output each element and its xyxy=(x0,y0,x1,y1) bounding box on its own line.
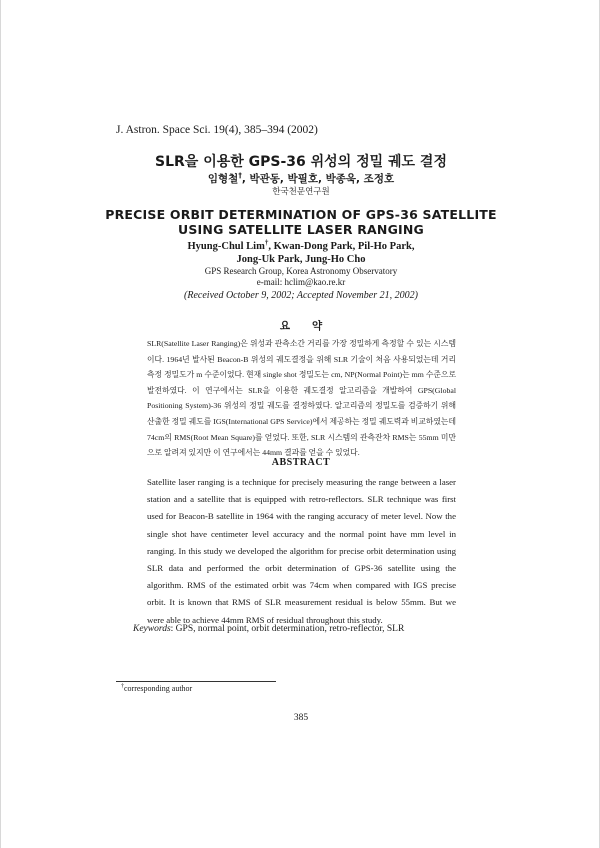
korean-abstract-heading: 요약 xyxy=(279,320,345,332)
received-dates: (Received October 9, 2002; Accepted November 21, 2002) xyxy=(184,290,418,301)
abstract-body: Satellite laser ranging is a technique for precisely measuring the range between a laser station and a satellite that is equipped with retro-reflectors. SLR technique was first used for Beacon-B satellite in 1964 with the ranging accuracy of meter level. Now the single shot have centimeter level accuracy and the normal point have mm level in ranging. In this study we developed the algorithm for precise orbit determination using SLR data and performed the orbit determination of GPS-36 satellite using the algorithm. RMS of the estimated orbit was 74cm when compared with IGS precise orbit. It is known that RMS of SLR measurement residual is below 55mm. But we were able to achieve 44mm RMS of residual throughout this study. xyxy=(147,477,456,625)
korean-lead-author: 임형철 xyxy=(207,173,239,185)
korean-other-authors: , 박관동, 박필호, 박종욱, 조정호 xyxy=(241,173,395,185)
english-affiliation: GPS Research Group, Korea Astronomy Observatory xyxy=(204,266,398,276)
english-other-authors: , Kwan-Dong Park, Pil-Ho Park, xyxy=(268,241,415,252)
korean-affiliation: 한국천문연구원 xyxy=(272,187,330,197)
keywords-label: Keywords xyxy=(133,624,171,634)
corresponding-mark: † xyxy=(238,171,242,180)
footnote-rule xyxy=(116,681,276,682)
english-title-line1: PRECISE ORBIT DETERMINATION OF GPS-36 SATELLITE xyxy=(105,207,497,222)
english-title xyxy=(1,207,600,237)
author-email: e-mail: hclim@kao.re.kr xyxy=(256,277,346,287)
abstract-heading: ABSTRACT xyxy=(271,457,331,468)
footnote-mark: † xyxy=(121,683,124,690)
english-corresponding-mark: † xyxy=(264,238,269,247)
journal-citation: J. Astron. Space Sci. 19(4), 385–394 (2002) xyxy=(116,124,318,136)
english-authors xyxy=(1,240,600,266)
english-authors-line2: Jong-Uk Park, Jung-Ho Cho xyxy=(236,254,366,265)
keywords-line xyxy=(133,624,473,634)
page-number: 385 xyxy=(293,713,309,723)
english-title-line2: USING SATELLITE LASER RANGING xyxy=(178,222,424,237)
footnote xyxy=(121,684,192,693)
english-authors-line1 xyxy=(1,240,600,253)
english-affiliation-block xyxy=(1,266,600,288)
english-lead-author: Hyung-Chul Lim xyxy=(187,241,265,252)
korean-abstract-body: SLR(Satellite Laser Ranging)은 위성과 관측소간 거리를 가장 정밀하게 측정할 수 있는 시스템이다. 1964년 발사된 Beacon-B 위성의 궤도결정을 위해 SLR 기술이 처음 사용되었는데 거리측정 정밀도가 m 수준이었다. 현재 single shot 정밀도는 cm, NP(Normal Point)는 mm 수준으로 발전하였다. 이 연구에서는 SLR을 이용한 궤도결정 알고리즘을 개발하여 GPS(Global Positioning System)-36 위성의 정밀 궤도를 결정하였다. 알고리즘의 정밀도를 검증하기 위해 산출한 정밀 궤도를 IGS(International GPS Service)에서 제공하는 정밀 궤도력과 비교하였는데 74cm의 RMS(Root Mean Square)를 얻었다. 또한, SLR 시스템의 관측잔차 RMS는 55mm 미만으로 알려져 있지만 이 연구에서는 44mm 결과를 얻을 수 있었다. xyxy=(147,339,456,458)
korean-title: SLR을 이용한 GPS-36 위성의 정밀 궤도 결정 xyxy=(155,154,447,170)
keywords-text: : GPS, normal point, orbit determination, retro-reflector, SLR xyxy=(170,624,405,634)
footnote-text: corresponding author xyxy=(124,684,193,693)
korean-authors xyxy=(1,171,600,186)
